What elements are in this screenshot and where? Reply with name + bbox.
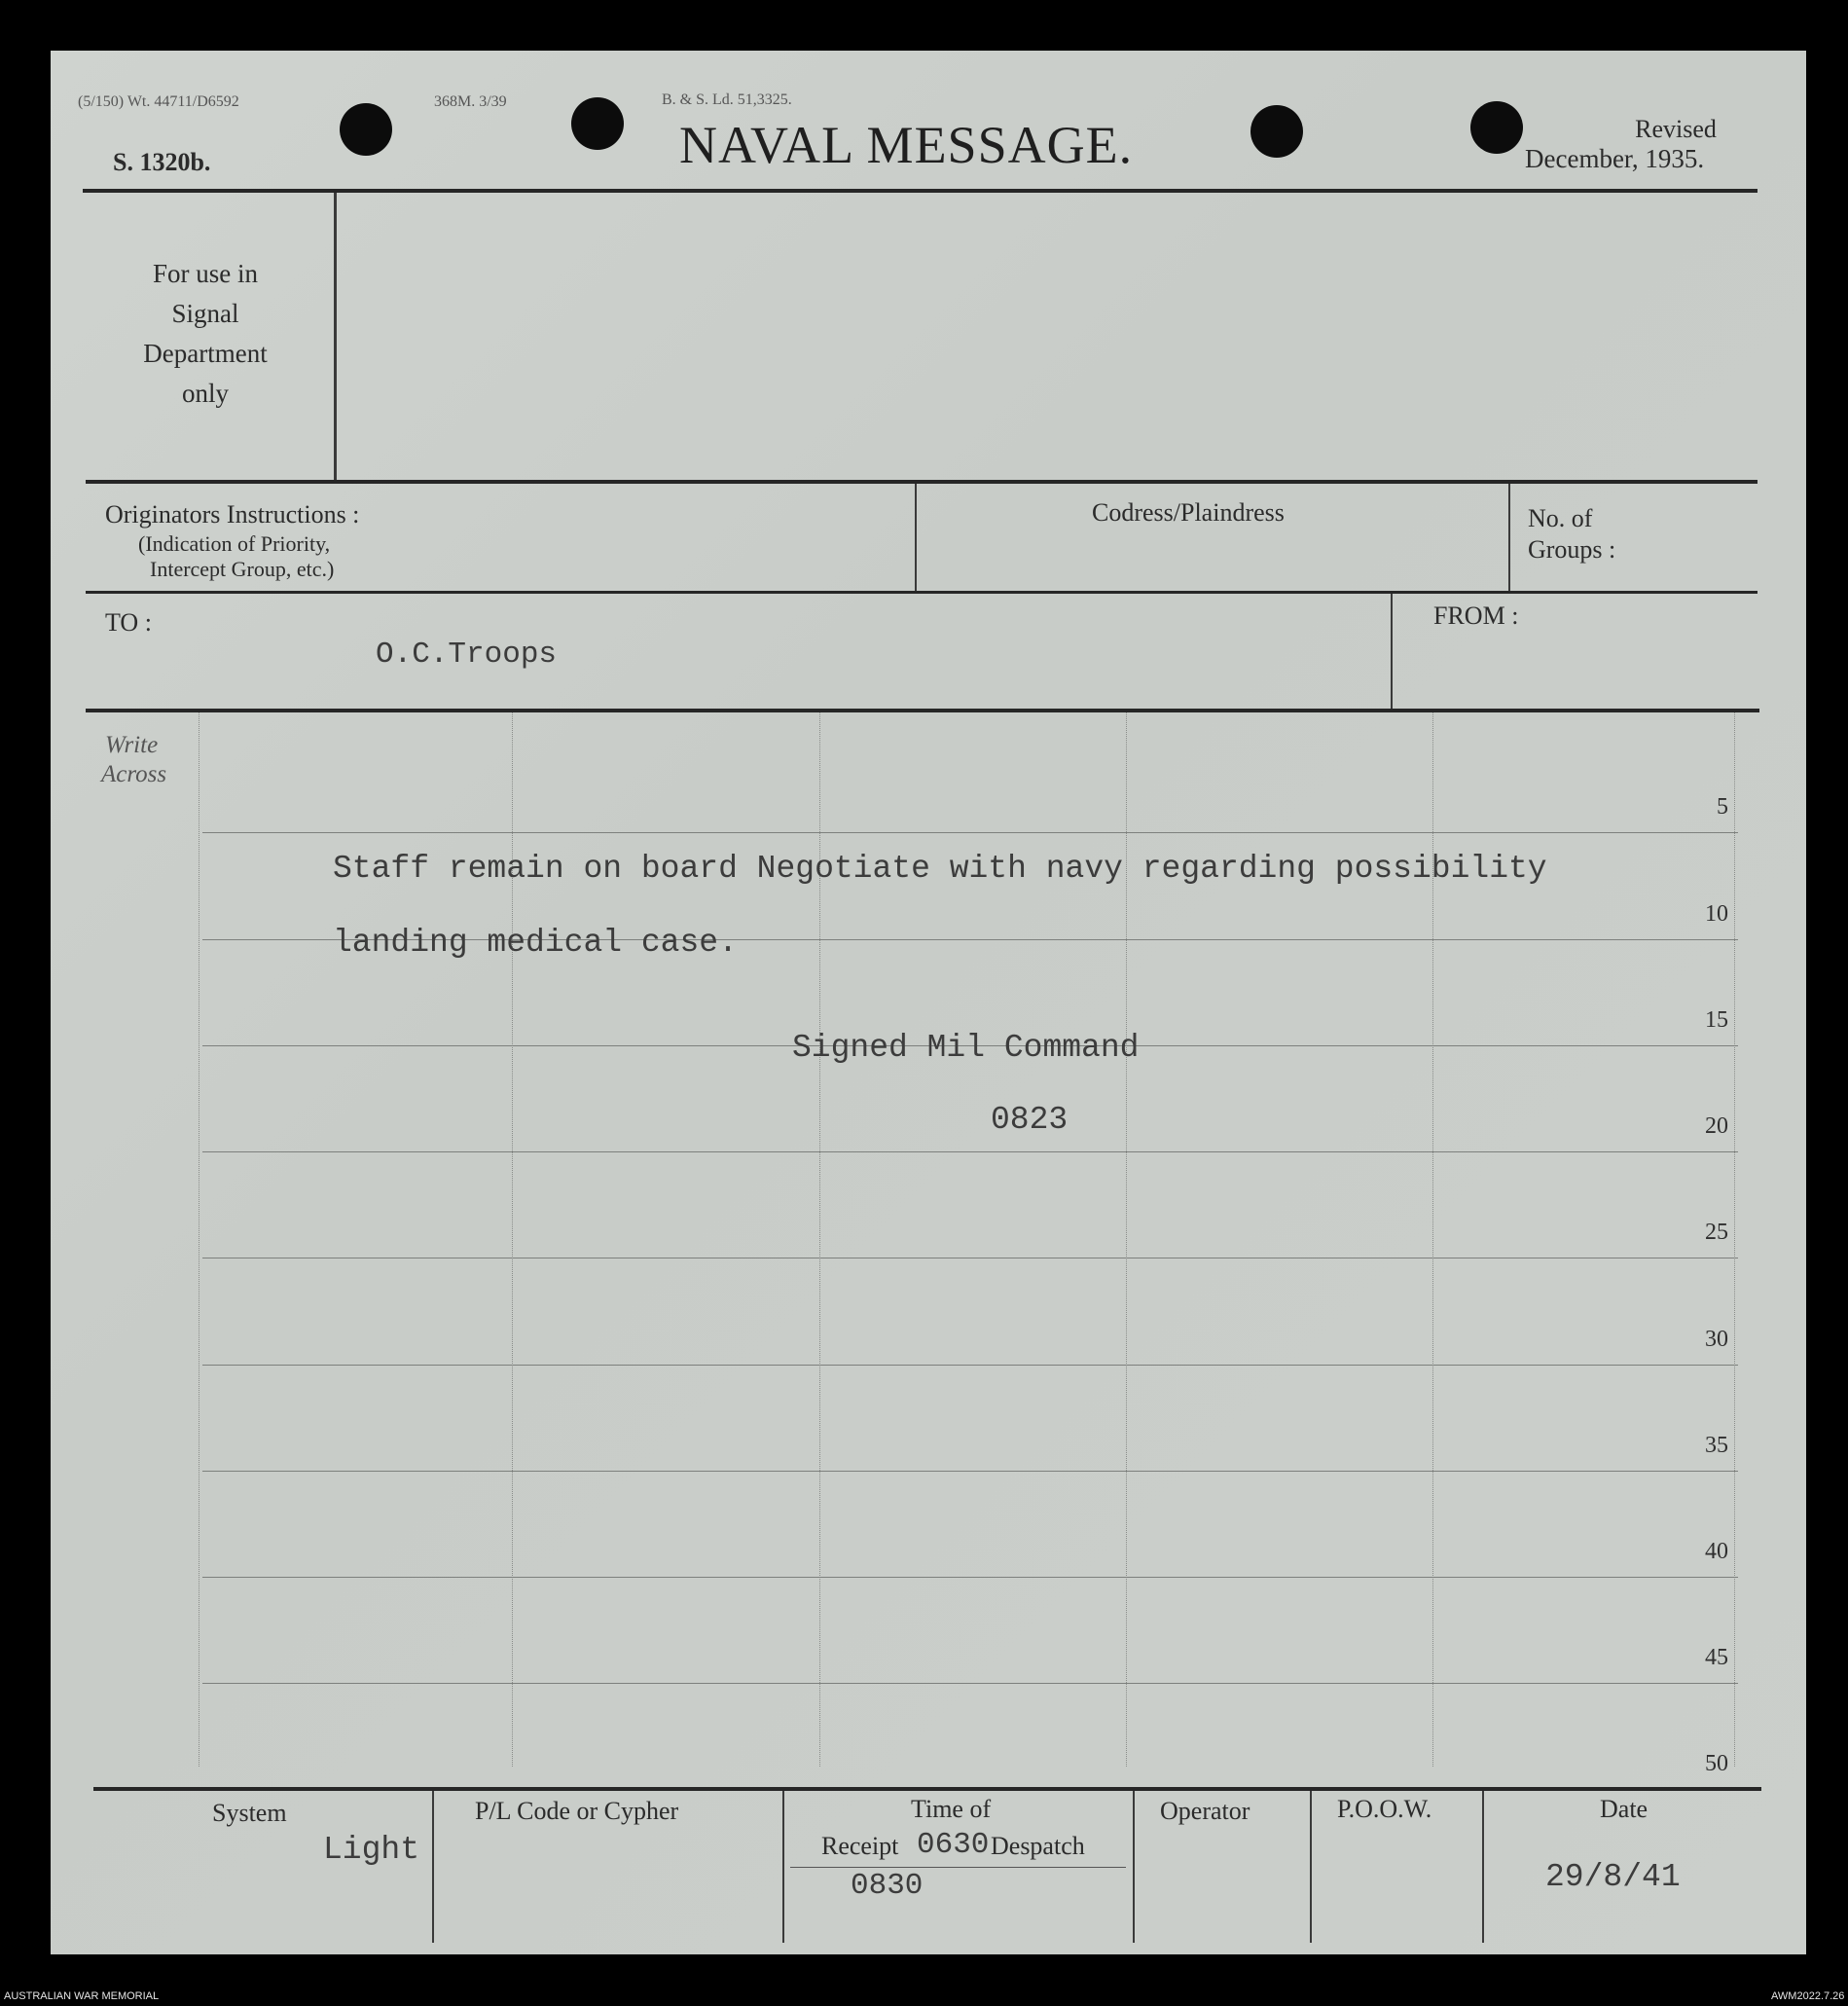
- system-label: System: [212, 1799, 287, 1827]
- footer-divider: [432, 1791, 434, 1943]
- footer-divider: [1310, 1791, 1312, 1943]
- signal-line4: only: [181, 379, 229, 408]
- from-label: FROM :: [1433, 602, 1519, 630]
- punch-hole: [340, 103, 392, 156]
- instructions-divider: [915, 484, 917, 591]
- row-number: 45: [1705, 1645, 1728, 1670]
- to-label: TO :: [105, 608, 152, 637]
- message-line2: landing medical case.: [333, 925, 738, 961]
- message-time: 0823: [991, 1102, 1069, 1138]
- punch-hole: [571, 97, 624, 150]
- printer-ref: B. & S. Ld. 51,3325.: [662, 91, 792, 108]
- signal-line1: For use in: [153, 259, 258, 288]
- signature-line: Signed Mil Command: [792, 1030, 1140, 1066]
- despatch-value: 0830: [851, 1869, 924, 1903]
- poow-label: P.O.O.W.: [1337, 1795, 1432, 1823]
- form-title: NAVAL MESSAGE.: [679, 116, 1134, 174]
- code-label: P/L Code or Cypher: [475, 1797, 679, 1825]
- grid-row-line: [202, 1151, 1738, 1152]
- form-ref: (5/150) Wt. 44711/D6592: [78, 93, 239, 110]
- message-line1: Staff remain on board Negotiate with navy regarding possibility: [333, 851, 1547, 887]
- row-number: 40: [1705, 1539, 1728, 1564]
- codress-label: Codress/Plaindress: [1092, 498, 1285, 527]
- row-number: 15: [1705, 1007, 1728, 1033]
- system-value: Light: [323, 1832, 420, 1868]
- receipt-label: Receipt: [821, 1832, 899, 1860]
- date-label: Date: [1600, 1795, 1649, 1823]
- operator-label: Operator: [1160, 1797, 1250, 1825]
- receipt-value: 0630: [917, 1828, 990, 1862]
- row-number: 30: [1705, 1327, 1728, 1352]
- time-of-label: Time of: [911, 1795, 992, 1823]
- row-number: 35: [1705, 1433, 1728, 1458]
- footer-divider: [1482, 1791, 1484, 1943]
- originators-sub1: (Indication of Priority,: [138, 531, 331, 556]
- signal-box-divider: [334, 193, 337, 481]
- footer-divider: [782, 1791, 784, 1943]
- signal-rule: [86, 480, 1757, 484]
- groups-label1: No. of: [1528, 504, 1593, 532]
- date-value: 29/8/41: [1545, 1859, 1681, 1895]
- originators-label: Originators Instructions :: [105, 500, 360, 529]
- grid-column: [1734, 712, 1735, 1767]
- originators-sub2: Intercept Group, etc.): [150, 557, 335, 581]
- signal-line3: Department: [143, 339, 268, 368]
- row-number: 50: [1705, 1751, 1728, 1776]
- row-number: 20: [1705, 1113, 1728, 1139]
- grid-row-line: [202, 1577, 1738, 1578]
- form-code: S. 1320b.: [113, 148, 211, 176]
- time-divider-line: [790, 1867, 1126, 1868]
- address-rule: [86, 709, 1759, 712]
- write-across-label1: Write: [105, 732, 159, 758]
- row-number: 25: [1705, 1220, 1728, 1245]
- grid-row-line: [202, 1683, 1738, 1684]
- grid-row-line: [202, 1471, 1738, 1472]
- message-form: [51, 51, 1806, 1954]
- groups-divider: [1508, 484, 1510, 591]
- punch-hole: [1250, 105, 1303, 158]
- from-divider: [1391, 594, 1393, 709]
- row-number: 5: [1717, 794, 1728, 820]
- archive-reference: AWM2022.7.26: [1771, 1990, 1845, 2002]
- to-value: O.C.Troops: [376, 638, 558, 672]
- grid-row-line: [202, 832, 1738, 833]
- grid-row-line: [202, 1365, 1738, 1366]
- revised-line2: December, 1935.: [1525, 144, 1705, 173]
- footer-divider: [1133, 1791, 1135, 1943]
- revised-line1: Revised: [1635, 115, 1717, 143]
- print-ref: 368M. 3/39: [434, 93, 507, 110]
- signal-line2: Signal: [171, 299, 239, 328]
- groups-label2: Groups :: [1528, 535, 1616, 564]
- row-number: 10: [1705, 901, 1728, 927]
- instructions-rule: [86, 591, 1757, 594]
- archive-source: AUSTRALIAN WAR MEMORIAL: [4, 1990, 160, 2002]
- write-across-label2: Across: [101, 761, 167, 787]
- footer-rule: [93, 1787, 1761, 1791]
- punch-hole: [1470, 101, 1523, 154]
- despatch-label: Despatch: [991, 1832, 1085, 1860]
